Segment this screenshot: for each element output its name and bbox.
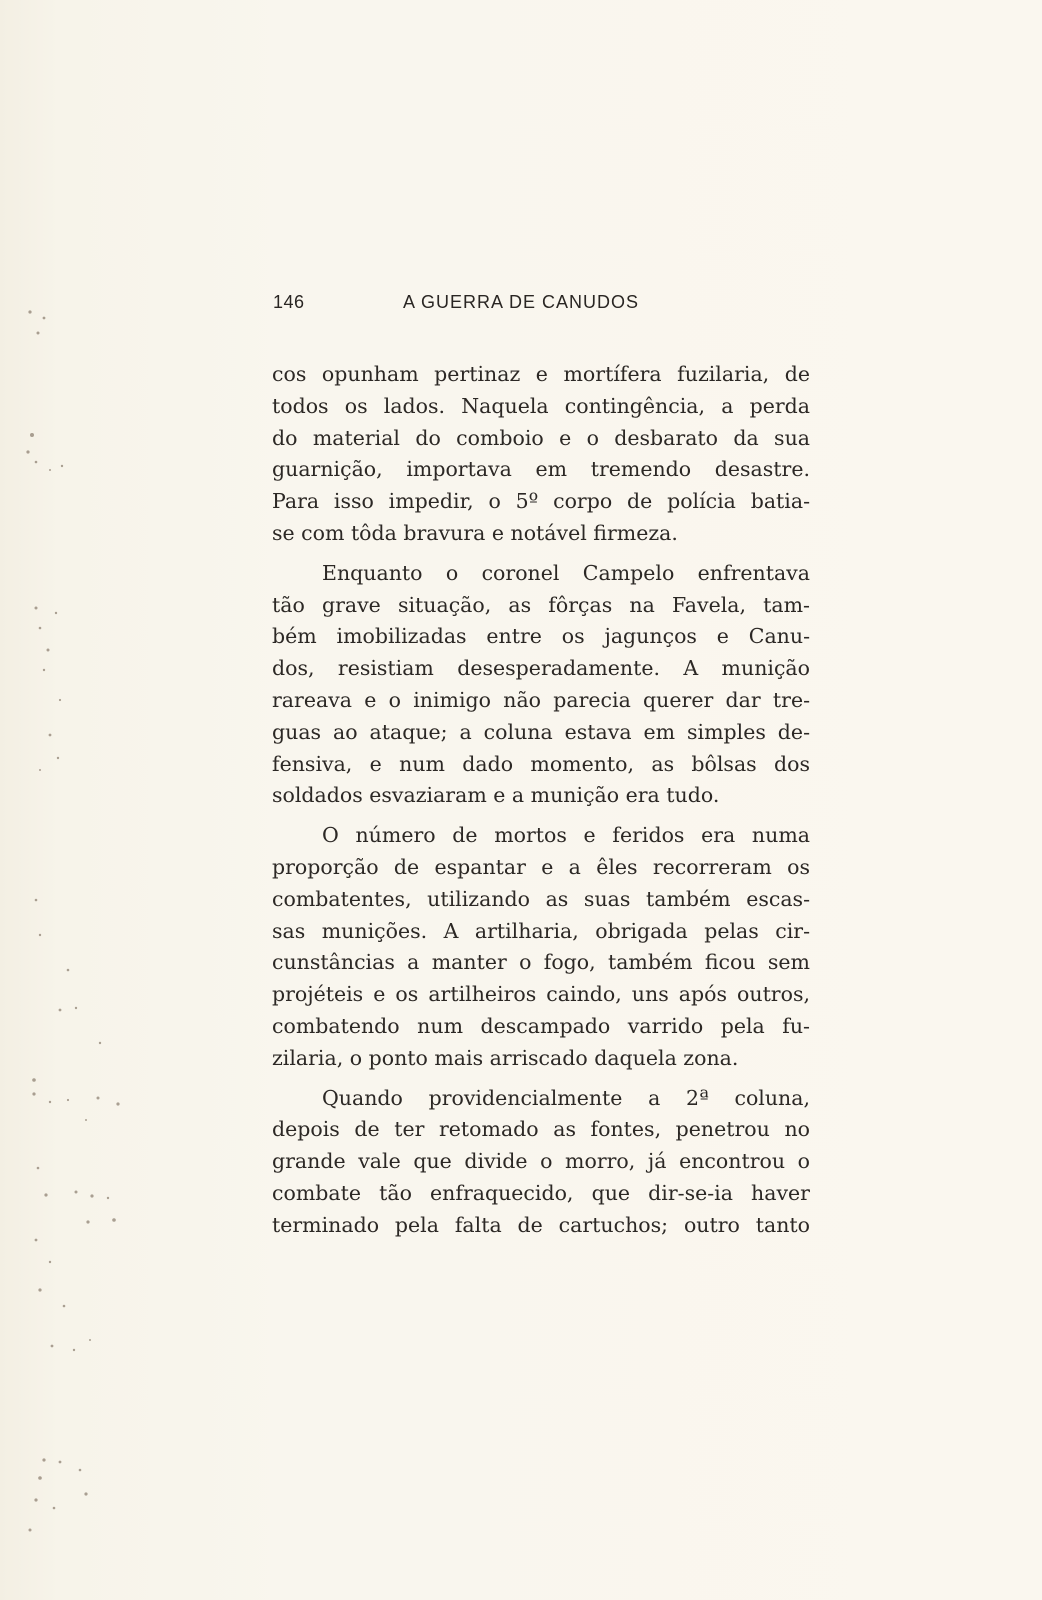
text-line: todos os lados. Naquela contingência, a perda [272, 393, 810, 418]
text-line: fensiva, e num dado momento, as bôlsas dos [272, 751, 810, 776]
text-line: do material do comboio e o desbarato da sua [272, 425, 810, 450]
body-text [272, 359, 810, 1250]
text-line: proporção de espantar e a êles recorreram os [272, 854, 810, 879]
text-line: guas ao ataque; a coluna estava em simples de- [272, 719, 810, 744]
text-line: Para isso impedir, o 5º corpo de polícia batia- [272, 489, 810, 514]
text-line: Enquanto o coronel Campelo enfrentava [322, 560, 810, 585]
text-line: combatentes, utilizando as suas também escas- [272, 886, 810, 911]
paragraph-2 [272, 558, 810, 812]
text-line: O número de mortos e feridos era numa [322, 823, 810, 848]
text-line: rareava e o inimigo não parecia querer dar tre- [272, 687, 810, 712]
text-line: grande vale que divide o morro, já encontrou o [272, 1149, 810, 1174]
paragraph-3 [272, 820, 810, 1074]
text-line: terminado pela falta de cartuchos; outro tanto [272, 1212, 810, 1237]
text-line: projéteis e os artilheiros caindo, uns após outros, [272, 982, 810, 1007]
text-line: Quando providencialmente a 2ª coluna, [322, 1085, 810, 1110]
text-line: soldados esvaziaram e a munição era tudo. [272, 783, 720, 808]
page-header [273, 292, 813, 322]
text-line: bém imobilizadas entre os jagunços e Canu- [272, 624, 810, 649]
text-line: cunstâncias a manter o fogo, também ficou sem [272, 950, 810, 975]
text-line: combatendo num descampado varrido pela fu- [272, 1013, 810, 1038]
text-line: tão grave situação, as fôrças na Favela, tam- [272, 592, 810, 617]
text-line: guarnição, importava em tremendo desastre. [272, 457, 810, 482]
text-line: se com tôda bravura e notável firmeza. [272, 520, 678, 545]
text-line: combate tão enfraquecido, que dir-se-ia haver [272, 1180, 810, 1205]
page-number: 146 [273, 292, 305, 312]
text-line: sas munições. A artilharia, obrigada pelas cir- [272, 918, 810, 943]
text-line: zilaria, o ponto mais arriscado daquela zona. [272, 1045, 739, 1070]
paper-speckles [0, 0, 140, 1600]
text-line: depois de ter retomado as fontes, penetrou no [272, 1117, 810, 1142]
running-title: A GUERRA DE CANUDOS [403, 292, 640, 312]
paragraph-4 [272, 1083, 810, 1242]
text-line: dos, resistiam desesperadamente. A munição [272, 656, 810, 681]
text-line: cos opunham pertinaz e mortífera fuzilaria, de [272, 362, 810, 386]
paragraph-1 [272, 359, 810, 550]
